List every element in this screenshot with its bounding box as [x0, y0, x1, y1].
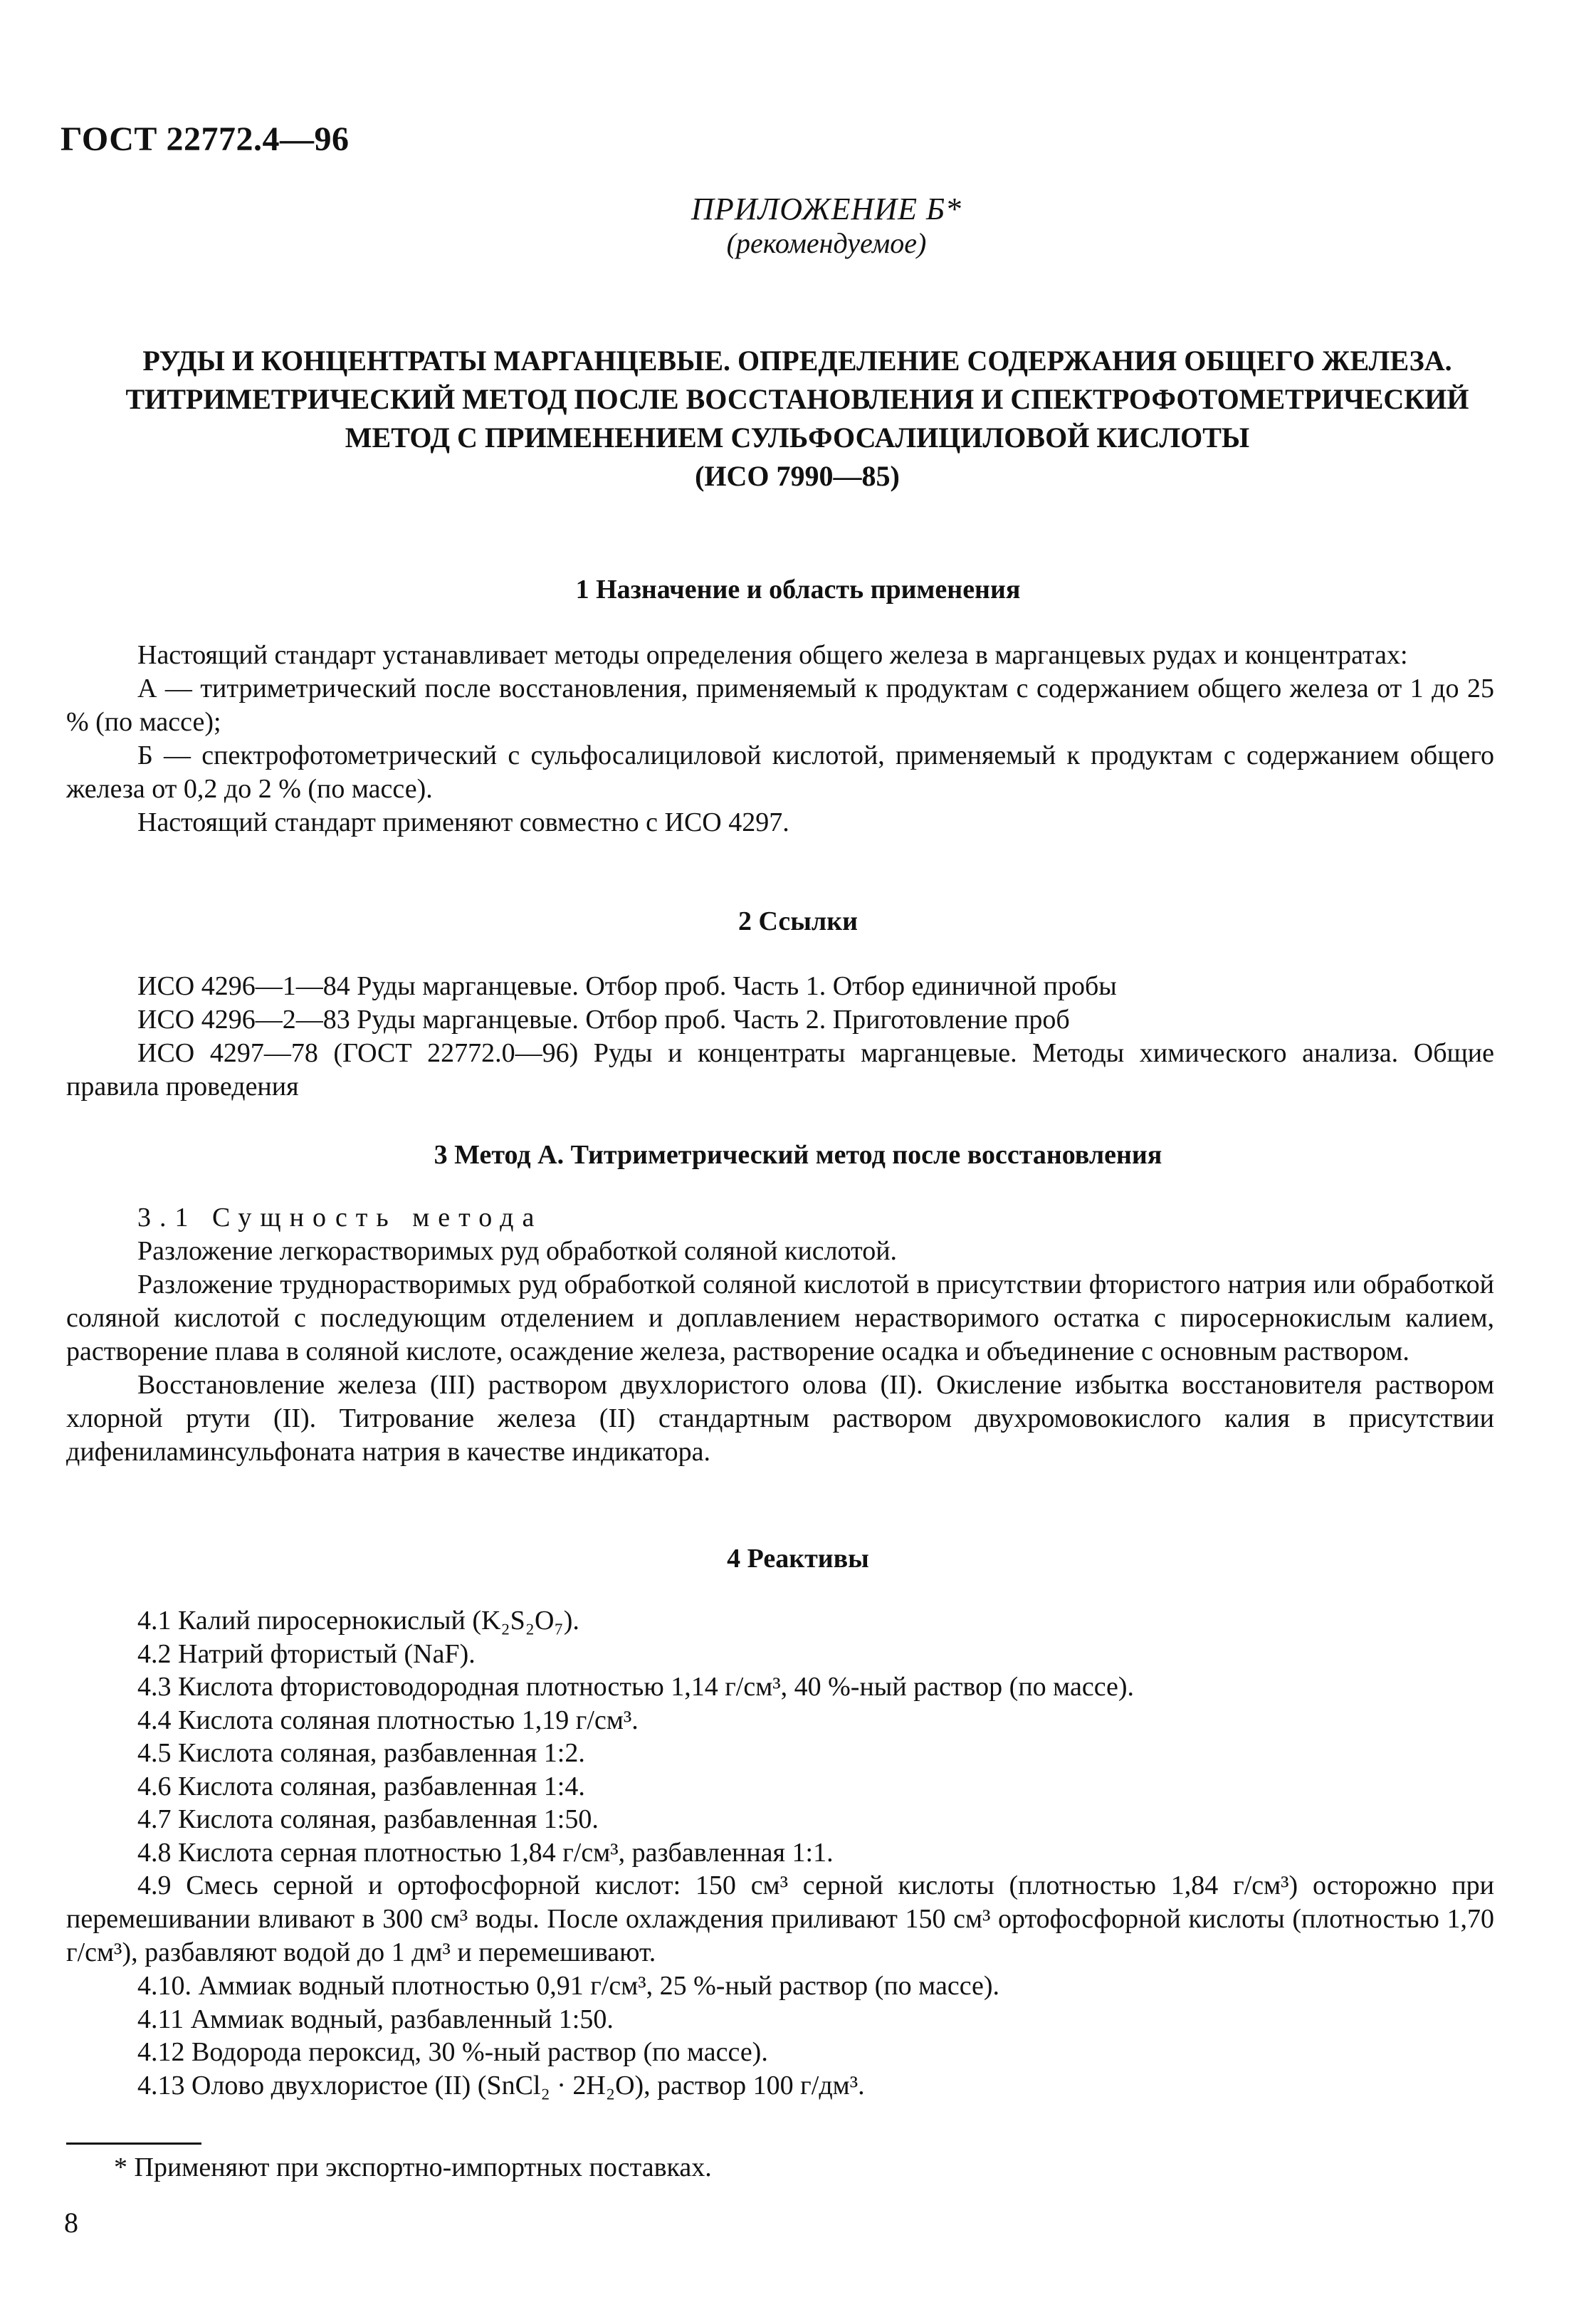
- section-3-heading: 3 Метод А. Титриметрический метод после восстановления: [434, 1140, 1162, 1170]
- reagent-item: 4.6 Кислота соляная, разбавленная 1:4.: [137, 1771, 585, 1801]
- reagents-list-continued: [137, 1969, 1494, 2102]
- title-line: МЕТОД С ПРИМЕНЕНИЕМ СУЛЬФОСАЛИЦИЛОВОЙ КИСЛОТЫ: [345, 422, 1250, 454]
- reagent-item: 4.2 Натрий фтористый (NaF).: [137, 1638, 476, 1669]
- footnote: * Применяют при экспортно-импортных поставках.: [114, 2152, 712, 2182]
- reagent-item: 4.5 Кислота соляная, разбавленная 1:2.: [137, 1738, 585, 1768]
- document-title: [85, 342, 1509, 496]
- section-2-body: [66, 970, 1494, 1104]
- paragraph: А — титриметрический после восстановления, применяемый к продуктам с содержанием общего железа от 1 до 25 % (по массе);: [66, 674, 1494, 737]
- paragraph: Разложение труднорастворимых руд обработкой соляной кислотой в присутствии фтористого натрия или обработкой соляной кислотой с последующим отделением и доплавлением нерастворимого остатка с пиросернокислым калием, растворение плава в соляной кислоте, осаждение железа, растворение осадка и объединение с основным раствором.: [66, 1270, 1494, 1366]
- reagent-text-end: ).: [563, 1606, 579, 1636]
- paragraph: Настоящий стандарт устанавливает методы определения общего железа в марганцевых рудах и концентратах:: [137, 640, 1408, 670]
- section-3-body: [66, 1201, 1494, 1469]
- title-line: (ИСО 7990—85): [695, 460, 900, 492]
- reference-item: ИСО 4297—78 (ГОСТ 22772.0—96) Руды и концентраты марганцевые. Методы химического анализа. Общие правила проведения: [66, 1038, 1494, 1102]
- reagents-list: [137, 1604, 1494, 1869]
- page-number: 8: [64, 2207, 78, 2239]
- reagent-item-4-9: [66, 1869, 1494, 1969]
- section-1-heading: 1 Назначение и область применения: [575, 575, 1021, 605]
- paragraph: Настоящий стандарт применяют совместно с ИСО 4297.: [137, 807, 789, 837]
- document-code: ГОСТ 22772.4—96: [61, 120, 350, 158]
- title-line: РУДЫ И КОНЦЕНТРАТЫ МАРГАНЦЕВЫЕ. ОПРЕДЕЛЕНИЕ СОДЕРЖАНИЯ ОБЩЕГО ЖЕЛЕЗА.: [142, 345, 1452, 377]
- reagent-item: 4.10. Аммиак водный плотностью 0,91 г/см³, 25 %-ный раствор (по массе).: [137, 1971, 1000, 2001]
- section-1-body: [66, 639, 1494, 839]
- reagent-item: 4.8 Кислота серная плотностью 1,84 г/см³, разбавленная 1:1.: [137, 1837, 834, 1868]
- reagent-item: 4.12 Водорода пероксид, 30 %-ный раствор (по массе).: [137, 2037, 768, 2067]
- reagent-item: 4.4 Кислота соляная плотностью 1,19 г/см³.: [137, 1705, 639, 1735]
- annex-subtitle: (рекомендуемое): [726, 227, 927, 259]
- reagent-text: 4.1 Калий пиросернокислый (: [137, 1606, 481, 1636]
- reagent-item: 4.7 Кислота соляная, разбавленная 1:50.: [137, 1804, 599, 1834]
- footnote-divider: [66, 2143, 201, 2145]
- reagent-item: 4.9 Смесь серной и ортофосфорной кислот: 150 см³ серной кислоты (плотностью 1,84 г/см³) осторожно при перемешивании вливают в 300 см³ воды. После охлаждения приливают 150 см³ ортофосфорной кислоты (плотностью 1,70 г/см³), разбавляют водой до 1 дм³ и перемешивают.: [66, 1871, 1494, 1967]
- section-4-heading: 4 Реактивы: [727, 1544, 869, 1574]
- paragraph: Восстановление железа (III) раствором двухлористого олова (II). Окисление избытка восстановителя раствором хлорной ртути (II). Титрование железа (II) стандартным раствором двухромовокислого калия в присутствии дифениламинсульфоната натрия в качестве индикатора.: [66, 1370, 1494, 1467]
- reference-item: ИСО 4296—2—83 Руды марганцевые. Отбор проб. Часть 2. Приготовление проб: [137, 1005, 1070, 1035]
- chemical-formula: K₂S₂O₇: [481, 1606, 564, 1636]
- reagent-item: 4.3 Кислота фтористоводородная плотностью 1,14 г/см³, 40 %-ный раствор (по массе).: [137, 1672, 1135, 1702]
- title-line: ТИТРИМЕТРИЧЕСКИЙ МЕТОД ПОСЛЕ ВОССТАНОВЛЕНИЯ И СПЕКТРОФОТОМЕТРИЧЕСКИЙ: [125, 383, 1469, 415]
- subsection-heading: 3.1 Сущность метода: [137, 1203, 543, 1233]
- reference-item: ИСО 4296—1—84 Руды марганцевые. Отбор проб. Часть 1. Отбор единичной пробы: [137, 971, 1117, 1001]
- section-2-heading: 2 Ссылки: [737, 906, 859, 936]
- reagent-item: 4.13 Олово двухлористое (II) (SnCl₂ · 2H₂O), раствор 100 г/дм³.: [137, 2070, 865, 2100]
- reagent-item: 4.11 Аммиак водный, разбавленный 1:50.: [137, 2004, 614, 2034]
- paragraph: Разложение легкорастворимых руд обработкой соляной кислотой.: [137, 1236, 898, 1266]
- annex-title: ПРИЛОЖЕНИЕ Б*: [691, 192, 962, 226]
- paragraph: Б — спектрофотометрический с сульфосалициловой кислотой, применяемый к продуктам с содержанием общего железа от 0,2 до 2 % (по массе).: [66, 741, 1494, 804]
- reagent-item: [137, 1604, 1494, 1638]
